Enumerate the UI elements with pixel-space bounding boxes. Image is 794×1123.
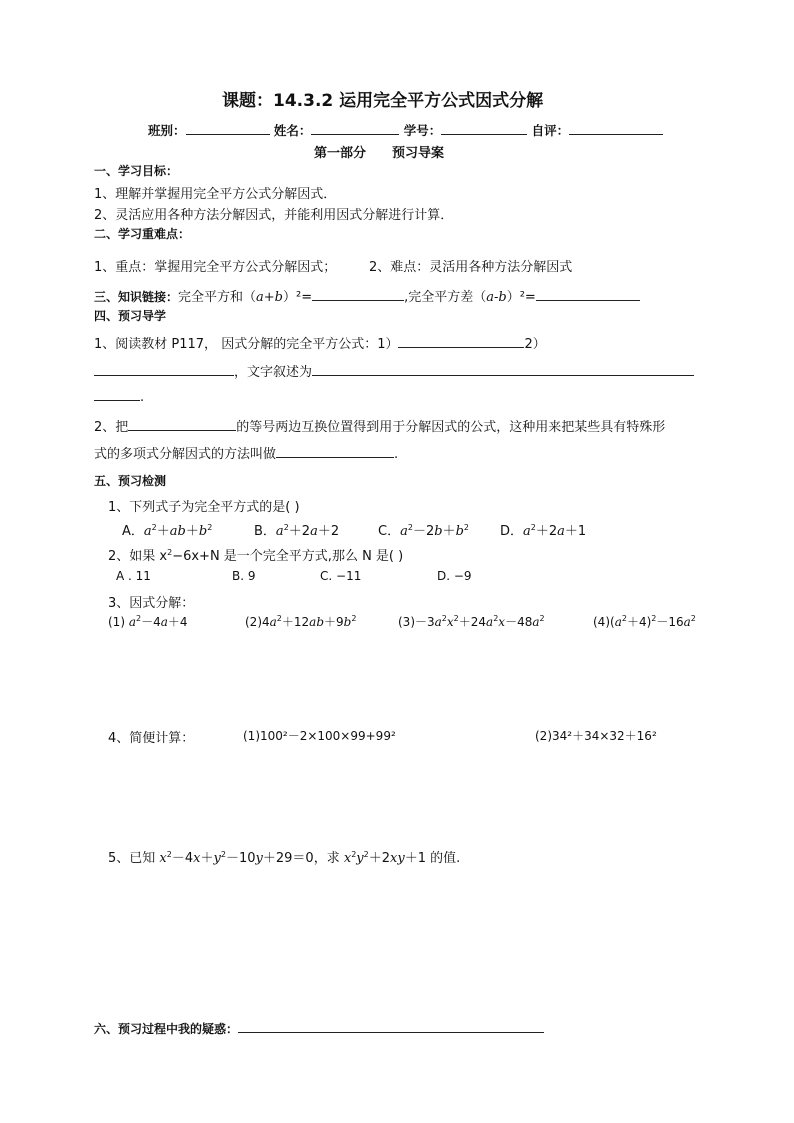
info-line [148, 121, 663, 139]
check-q2-option-b: B. 9 [232, 569, 256, 583]
check-q3: 3、因式分解： [108, 596, 195, 611]
check-q1-option-b: B．$a^2+2a+2$ [254, 523, 340, 539]
section4-heading: 四、预习导学 [94, 309, 167, 323]
section3-line: 三、知识链接：完全平方和（a+b）²= ,完全平方差（a-b）²= [94, 286, 640, 305]
square-diff-blank[interactable] [536, 289, 640, 301]
section4-q1: 1、阅读教材 P117， 因式分解的完全平方公式：1） 2） [94, 337, 546, 352]
class-label: 班别： [148, 123, 186, 138]
section1-heading: 一、学习目标： [94, 164, 179, 178]
check-q1: 1、下列式子为完全平方式的是( ) [108, 500, 300, 515]
part-label: 第一部分 [314, 146, 367, 161]
calc-item-2: (2)34²＋34×32＋16² [535, 729, 657, 743]
method-blank[interactable] [276, 446, 394, 458]
section1-item1: 1、理解并掌握用完全平方公式分解因式． [94, 187, 337, 202]
square-sum-blank[interactable] [312, 289, 404, 301]
name-field[interactable] [311, 123, 399, 135]
check-q2-option-a: A . 11 [116, 569, 151, 583]
check-q2: 2、如果 $x^2-6x+N$ 是一个完全平方式,那么 N 是( ) [108, 548, 404, 564]
factor-item-3: $(3)-3a^2x^2+24a^2x-48a^2$ [398, 614, 545, 629]
eval-field[interactable] [569, 123, 663, 135]
section6-line [94, 1020, 544, 1037]
factor-item-2: $(2)4a^2+12ab+9b^2$ [245, 614, 357, 629]
id-label: 学号： [403, 123, 442, 138]
name-label: 姓名： [273, 123, 312, 138]
check-q4: 4、简便计算： [108, 731, 195, 746]
formula2-blank[interactable] [94, 364, 234, 376]
section2-heading: 二、学习重难点： [94, 227, 191, 241]
section4-q2: 2、把 的等号两边互换位置得到用于分解因式的公式，这种用来把某些具有特殊形 [94, 420, 666, 435]
section4-q2-cont: 式的多项式分解因式的方法叫做 . [94, 447, 399, 462]
section4-q1-end: . [94, 389, 144, 405]
factor-item-1: (1) $a^2-4a+4$ [108, 614, 188, 629]
formula1-blank[interactable] [398, 336, 524, 348]
check-q2-option-d: D. −9 [437, 569, 472, 583]
section2-difficulty: 2、难点：灵活用各种方法分解因式 [369, 260, 573, 275]
class-field[interactable] [186, 123, 270, 135]
verbal-blank-cont[interactable] [94, 389, 140, 401]
calc-item-1: (1)100²－2×100×99+99² [243, 729, 396, 743]
section4-q1-cont: ，文字叙述为 [94, 361, 694, 380]
verbal-blank[interactable] [312, 364, 694, 376]
section5-heading: 五、预习检测 [94, 474, 167, 488]
section1-item2: 2、灵活应用各种方法分解因式，并能利用因式分解进行计算． [94, 208, 454, 223]
id-field[interactable] [441, 123, 527, 135]
swap-blank[interactable] [128, 419, 236, 431]
section3-heading: 三、知识链接： [94, 290, 179, 304]
check-q1-option-d: D．$a^2+2a+1$ [500, 523, 587, 539]
part-heading [314, 142, 444, 161]
part-name: 预习导案 [392, 146, 445, 161]
section2-key: 1、重点：掌握用完全平方公式分解因式； [94, 260, 337, 275]
section6-heading: 六、预习过程中我的疑惑： [94, 1022, 239, 1036]
check-q5: 5、已知 $x^2-4x+y^2-10y+29=0$，求 $x^2y^2+2xy+1$ 的值. [108, 850, 461, 866]
check-q1-option-c: C．$a^2-2b+b^2$ [378, 523, 469, 539]
eval-label: 自评： [531, 123, 570, 138]
doubts-field[interactable] [238, 1021, 544, 1033]
page-title: 课题：14.3.2 运用完全平方公式因式分解 [222, 91, 544, 111]
factor-item-4: $(4)(a^2+4)^2-16a^2$ [593, 614, 696, 629]
check-q2-option-c: C. −11 [320, 569, 362, 583]
check-q1-option-a: A．$a^2+ab+b^2$ [122, 523, 213, 539]
